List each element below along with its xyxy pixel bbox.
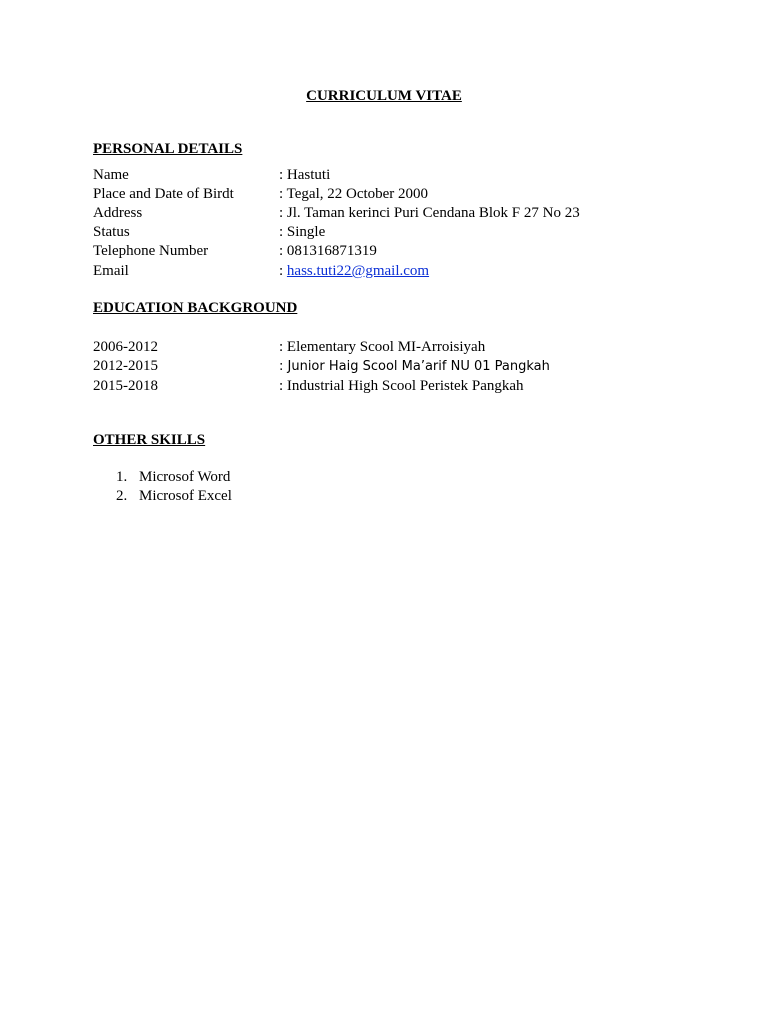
education-school: : Elementary Scool MI-Arroisiyah bbox=[279, 339, 486, 355]
skill-text: Microsof Word bbox=[139, 469, 231, 485]
field-value: : Single bbox=[279, 224, 326, 240]
document-title: CURRICULUM VITAE bbox=[306, 88, 462, 104]
field-value: : Hastuti bbox=[279, 167, 331, 183]
education-years: 2012-2015 bbox=[93, 358, 158, 374]
field-label: Place and Date of Birdt bbox=[93, 186, 234, 202]
skill-text: Microsof Excel bbox=[139, 488, 232, 504]
email-link[interactable]: hass.tuti22@gmail.com bbox=[286, 263, 430, 279]
email-prefix: : bbox=[279, 263, 287, 279]
field-value: : Tegal, 22 October 2000 bbox=[279, 186, 429, 202]
other-skills-heading: OTHER SKILLS bbox=[93, 432, 206, 448]
field-value: : Jl. Taman kerinci Puri Cendana Blok F 27 No 23 bbox=[279, 205, 580, 221]
field-label: Name bbox=[93, 167, 129, 183]
education-school: : Junior Haig Scool Ma’arif NU 01 Pangkah bbox=[279, 359, 550, 374]
skill-number: 1. bbox=[116, 469, 128, 485]
skill-number: 2. bbox=[116, 488, 128, 504]
field-label: Email bbox=[93, 263, 129, 279]
education-school: : Industrial High Scool Peristek Pangkah bbox=[279, 378, 524, 394]
education-years: 2006-2012 bbox=[93, 339, 158, 355]
field-label: Status bbox=[93, 224, 130, 240]
field-label: Telephone Number bbox=[93, 243, 209, 259]
education-years: 2015-2018 bbox=[93, 378, 158, 394]
field-label: Address bbox=[93, 205, 143, 221]
field-value: : 081316871319 bbox=[279, 243, 377, 259]
education-heading: EDUCATION BACKGROUND bbox=[93, 300, 298, 316]
field-value bbox=[279, 262, 429, 281]
personal-details-heading: PERSONAL DETAILS bbox=[93, 141, 243, 157]
